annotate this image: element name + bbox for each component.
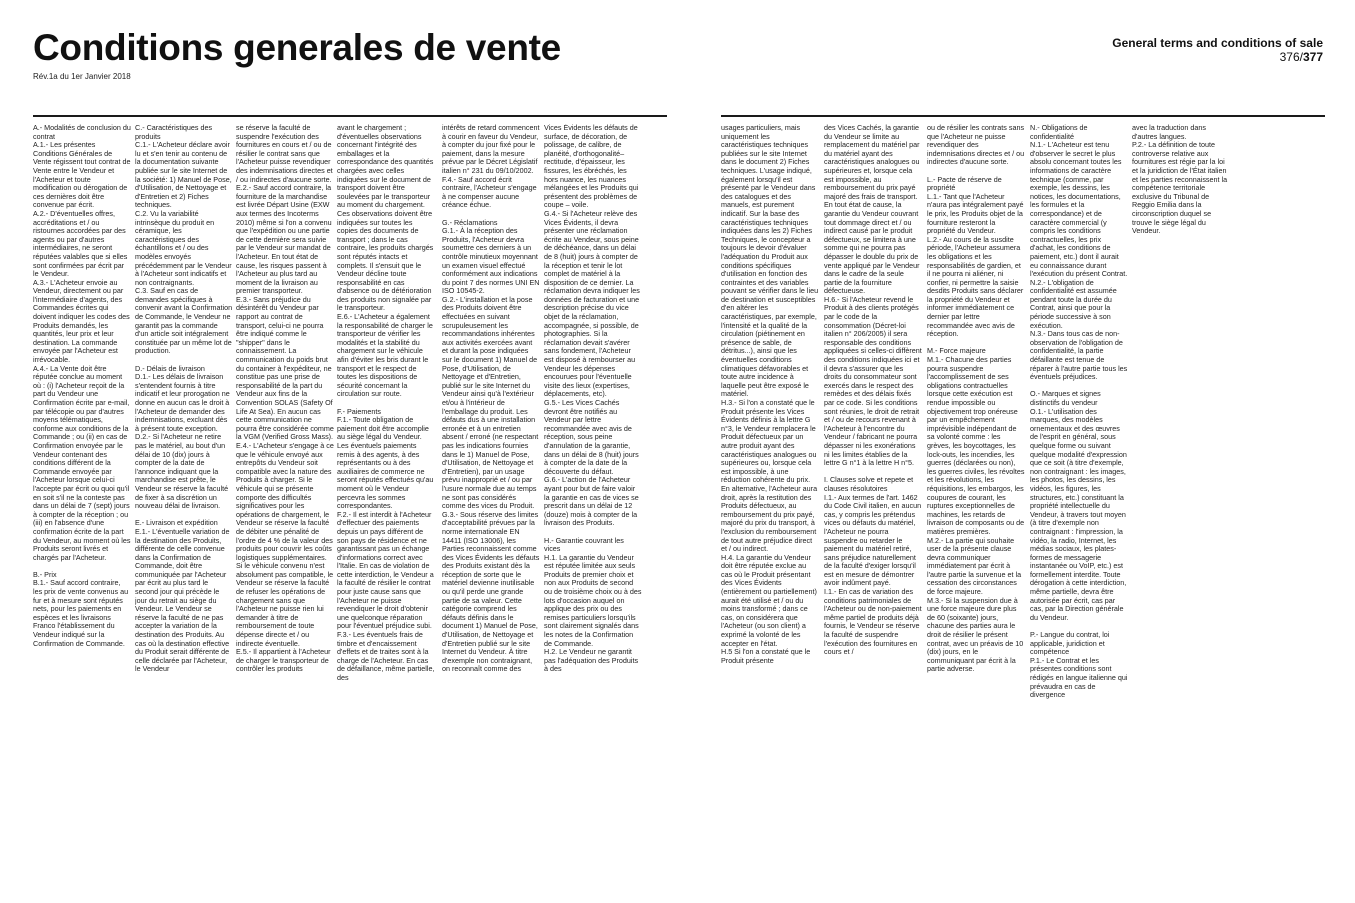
text-column-6: [544, 124, 642, 896]
column-1-text: A.- Modalités de conclusion du contrat A.1.- Les présentes Conditions Générales de Vente régissent tout contrat de Vente entre le Vendeur et l'Acheteur et toute modification ou dérogation de ces dernières doit être convenue par écrit. A.2.- D'éventuelles offres, accréditations et / ou ristournes accordées par des agents ou par d'autres intermédiaires, ne seront réputées valables que si elles sont confirmées par écrit par le Vendeur. A.3.- L'Acheteur envoie au Vendeur, directement ou par l'intermédiaire d'agents, des Commandes écrites qui doivent indiquer les codes des Produits demandés, les quantités, leur prix et leur destination. La commande envoyée par l'Acheteur est irrévocable. A.4.- La Vente doit être réputée conclue au moment où : (i) l'Acheteur reçoit de la part du Vendeur une Confirmation écrite par e-mail, par télécopie ou par d'autres moyens télématiques, conforme aux conditions de la Commande ; ou (ii) en cas de Confirmation envoyée par le Vendeur contenant des conditions différent de la Commande envoyée par l'Acheteur lorsque celui-ci l'accepte par écrit ou quoi qu'il en soit s'il ne la conteste pas dans un délai de 7 (sept) jours à compter de la réception ; ou (iii) en l'absence d'une confirmation écrite de la part du Vendeur, au moment où les Produits seront livrés et chargés par l'Acheteur. B.- Prix B.1.- Sauf accord contraire, les prix de vente convenus au fur et à mesure sont réputés nets, pour les paiements en espèces et les livraisons Franco l'établissement du Vendeur indiqué sur la Confirmation de Commande.: [33, 124, 131, 648]
left-page-rule: [33, 115, 667, 117]
text-column-10: [1030, 124, 1128, 896]
page-title: Conditions generales de vente: [33, 27, 561, 68]
column-11-text: avec la traduction dans d'autres langues. P.2.- La définition de toute controverse relative aux fournitures est régie par la loi et la juridiction de l'État italien et les parties reconnaissent la compétence territoriale exclusive du Tribunal de Reggio Emilia dans la circonscription duquel se trouve le siège légal du Vendeur.: [1132, 124, 1228, 236]
revision-label: Rév.1a du 1er Janvier 2018: [33, 72, 131, 81]
column-7-text: usages particuliers, mais uniquement les caractéristiques techniques publiées sur le site Internet dans le document 2) Fiches techniques. L'usage indiqué, également lorsqu'il est présenté par le Vendeur dans des catalogues et des manuels, est purement indicatif. Sur la base des caractéristiques techniques indiquées dans les 2) Fiches Techniques, le concepteur a toujours le devoir d'évaluer l'adéquation du Produit aux conditions spécifiques d'utilisation en fonction des contraintes et des variables pouvant se vérifier dans le lieu de destination et susceptibles d'en altérer les caractéristiques, par exemple, l'intensité et la qualité de la circulation (piétinement en présence de sable, de détritus...), ainsi que les éventuelles conditions climatiques défavorables et toute autre incidence à laquelle peut être exposé le matériel. H.3.- Si l'on a constaté que le Produit présente les Vices Évidents définis à la lettre G n°3, le Vendeur remplacera le Produit défectueux par un autre produit ayant des caractéristiques analogues ou supérieures ou, lorsque cela est impossible, à une réduction cohérente du prix. En alternative, l'Acheteur aura droit, après la restitution des Produits défectueux, au remboursement du prix payé, majoré du prix du transport, à l'exclusion du remboursement de tout autre préjudice direct et / ou indirect. H.4. La garantie du Vendeur doit être réputée exclue au cas où le Produit présentant des Vices Évidents (entièrement ou partiellement) aurait été utilisé et / ou du moins transformé ; dans ce cas, on considérera que l'Acheteur (ou son client) a exprimé la volonté de les accepter en l'état. H.5 Si l'on a constaté que le Produit présente: [721, 124, 819, 665]
column-8-text: des Vices Cachés, la garantie du Vendeur se limite au remplacement du matériel par du matériel ayant des caractéristiques analogues ou supérieures et, lorsque cela est impossible, au remboursement du prix payé majoré des frais de transport. En tout état de cause, la garantie du Vendeur couvrant tout dommage direct et / ou indirect causé par le produit défectueux, se limitera à une somme qui ne pourra pas dépasser le double du prix de vente appliqué par le Vendeur dans le cadre de la seule partie de la fourniture défectueuse. H.6.- Si l'Acheteur revend le Produit à des clients protégés par le code de la consommation (Décret-loi italien n° 206/2005) il sera responsable des conditions appliquées si celles-ci diffèrent des conditions indiquées ici et il devra s'assurer que les droits du consommateur sont exercés dans le respect des remèdes et des délais fixés par ce code. Si les conditions sont réunies, le droit de retrait et / ou de recours revenant à l'Acheteur à l'encontre du Vendeur / fabricant ne pourra dépasser ni les exonérations ni les limites établies de la lettre G n°1 à la lettre H n°5. I. Clauses solve et repete et clauses résolutoires I.1.- Aux termes de l'art. 1462 du Code Civil italien, en aucun cas, y compris les prétendus vices ou défauts du matériel, l'Acheteur ne pourra suspendre ou retarder le paiement du matériel retiré, sans préjudice naturellement de la faculté d'exiger lorsqu'il est en mesure de démontrer avoir indûment payé. I.1.- En cas de variation des conditions patrimoniales de l'Acheteur ou de non-paiement même partiel de produits déjà fournis, le Vendeur se réserve la faculté de suspendre l'exécution des fournitures en cours et /: [824, 124, 922, 657]
text-column-2: [135, 124, 233, 896]
page-number-total: 377: [1302, 50, 1323, 64]
page-number-current: 376/: [1279, 50, 1303, 64]
column-3-text: se réserve la faculté de suspendre l'exécution des fournitures en cours et / ou de résilier le contrat sans que l'Acheteur puisse revendiquer des indemnisations directes et / ou indirectes d'aucune sorte. E.2.- Sauf accord contraire, la fourniture de la marchandise est livrée Départ Usine (EXW aux termes des Incoterms 2010) même si l'on a convenu que l'expédition ou une partie de cette dernière sera suivie par le Vendeur sur mandat de l'Acheteur. En tout état de cause, les risques passent à l'Acheteur au plus tard au moment de la livraison au premier transporteur. E.3.- Sans préjudice du désintérêt du Vendeur par rapport au contrat de transport, celui-ci ne pourra être indiqué comme le "shipper" dans le connaissement. La communication du poids brut du container à l'expéditeur, ne constitue pas une prise de responsabilité de la part du Vendeur aux fins de la Convention SOLAS (Safety Of Life At Sea). En aucun cas cette communication ne pourra être considérée comme la VGM (Verified Gross Mass). E.4.- L'Acheteur s'engage à ce que le véhicule envoyé aux entrepôts du Vendeur soit compatible avec la nature des Produits à charger. Si le véhicule qui se présente comporte des difficultés significatives pour les opérations de chargement, le Vendeur se réserve la faculté de débiter une pénalité de l'ordre de 4 % de la valeur des produits pour couvrir les coûts logistiques supplémentaires. Si le véhicule convenu n'est absolument pas compatible, le Vendeur se réserve la faculté de refuser les opérations de chargement sans que l'Acheteur ne puisse rien lui demander à titre de remboursement de toute dépense directe et / ou indirecte éventuelle. E.5.- Il appartient à l'Acheteur de charger le transporteur de contrôler les produits: [236, 124, 334, 674]
text-column-3: [236, 124, 334, 896]
column-4-text: avant le chargement ; d'éventuelles observations concernant l'intégrité des emballages et la correspondance des quantités chargées avec celles indiquées sur le document de transport doivent être soulevées par le transporteur au moment du chargement. Ces observations doivent être indiquées sur toutes les copies des documents de transport ; dans le cas contraire, les produits chargés sont réputés intacts et complets. Il s'ensuit que le Vendeur décline toute responsabilité en cas d'absence ou de détérioration des produits non signalée par le transporteur. E.6.- L'Acheteur a également la responsabilité de charger le transporteur de vérifier les modalités et la stabilité du chargement sur le véhicule afin d'éviter les bris durant le transport et le respect de toutes les dispositions de sécurité concernant la circulation sur route. F.- Paiements F.1.- Toute obligation de paiement doit être accomplie au siège légal du Vendeur. Les éventuels paiements remis à des agents, à des représentants ou à des auxiliaires de commerce ne seront réputés effectués qu'au moment où le Vendeur percevra les sommes correspondantes. F.2.- Il est interdit à l'Acheteur d'effectuer des paiements depuis un pays différent de son pays de résidence et ne garantissant pas un échange d'informations correct avec l'Italie. En cas de violation de cette interdiction, le Vendeur a la faculté de résilier le contrat pour juste cause sans que l'Acheteur ne puisse revendiquer le droit d'obtenir une quelconque réparation pour l'éventuel préjudice subi. F.3.- Les éventuels frais de timbre et d'encaissement d'effets et de traites sont à la charge de l'Acheteur. En cas de défaillance, même partielle, des: [337, 124, 435, 682]
text-column-4: [337, 124, 435, 896]
column-2-text: C.- Caractéristiques des produits C.1.- L'Acheteur déclare avoir lu et s'en tenir au contenu de la documentation suivante publiée sur le site Internet de la société: 1) Manuel de Pose, d'Utilisation, de Nettoyage et d'Entretien et 2) Fiches techniques. C.2. Vu la variabilité intrinsèque du produit en céramique, les caractéristiques des échantillons et / ou des modèles envoyés précédemment par le Vendeur à l'Acheteur sont indicatifs et non contraignants. C.3. Sauf en cas de demandes spécifiques à convenir avant la Confirmation de Commande, le Vendeur ne garantit pas la commande d'un article soit intégralement constituée par un même lot de production. D.- Délais de livraison D.1.- Les délais de livraison s'entendent fournis à titre indicatif et leur prorogation ne donne en aucun cas le droit à l'Acheteur de demander des indemnisations, excluant dès à présent toute exception. D.2.- Si l'Acheteur ne retire pas le matériel, au bout d'un délai de 10 (dix) jours à compter de la date de l'annonce indiquant que la marchandise est prête, le Vendeur se réserve la faculté de fixer à sa discrétion un nouveau délai de livraison. E.- Livraison et expédition E.1.- L'éventuelle variation de la destination des Produits, différente de celle convenue dans la Confirmation de Commande, doit être communiquée par l'Acheteur par écrit au plus tard le second jour qui précède le jour du retrait au siège du Vendeur. Le Vendeur se réserve la faculté de ne pas accepter la variation de la destination des Produits. Au cas où la destination effective du Produit serait différente de celle déclarée par l'Acheteur, le Vendeur: [135, 124, 233, 674]
text-column-7: [721, 124, 819, 896]
text-column-8: [824, 124, 922, 896]
text-column-11: [1132, 124, 1230, 896]
text-column-1: [33, 124, 131, 896]
page-number: [1280, 50, 1323, 64]
column-5-text: intérêts de retard commencent à courir en faveur du Vendeur, à compter du jour fixé pour le paiement, dans la mesure prévue par le Décret Législatif italien n° 231 du 09/10/2002. F.4.- Sauf accord écrit contraire, l'Acheteur s'engage à ne compenser aucune créance échue. G.- Réclamations G.1.- À la réception des Produits, l'Acheteur devra soumettre ces derniers à un contrôle minutieux moyennant un examen visuel effectué conformément aux indications du point 7 des normes UNI EN ISO 10545-2. G.2.- L'installation et la pose des Produits doivent être effectuées en suivant scrupuleusement les recommandations inhérentes aux activités exercées avant et durant la pose indiquées sur le document 1) Manuel de Pose, d'Utilisation, de Nettoyage et d'Entretien, publié sur le site Internet du Vendeur ainsi qu'à l'extérieur et/ou à l'intérieur de l'emballage du produit. Les défauts dus à une installation erronée et à un entretien absent / erroné (ne respectant pas les indications fournies dans le 1) Manuel de Pose, d'Utilisation, de Nettoyage et d'Entretien), par un usage prévu inapproprié et / ou par l'usure normale due au temps ne sont pas considérés comme des vices du Produit. G.3.- Sous réserve des limites d'acceptabilité prévues par la norme internationale EN 14411 (ISO 13006), les Parties reconnaissent comme des Vices Évidents les défauts des Produits existant dès la réception de sorte que le matériel devienne inutilisable ou qu'il perde une grande partie de sa valeur. Cette catégorie comprend les défauts définis dans le document 1) Manuel de Pose, d'Utilisation, de Nettoyage et d'Entretien publié sur le site Internet du Vendeur. À titre d'exemple non contraignant, on reconnaît comme des: [442, 124, 540, 674]
right-page-rule: [721, 115, 1325, 117]
text-column-5: [442, 124, 540, 896]
column-10-text: N.- Obligations de confidentialité N.1.- L'Acheteur est tenu d'observer le secret le plus absolu concernant toutes les informations de caractère technique (comme, par exemple, les dessins, les notices, les documentations, les formules et la correspondance) et de caractère commercial (y compris les conditions contractuelles, les prix d'achat, les conditions de paiement, etc.) dont il aurait eu connaissance durant l'exécution du présent Contrat. N.2.- L'obligation de confidentialité est assumée pendant toute la durée du Contrat, ainsi que pour la période successive à son exécution. N.3.- Dans tous cas de non-observation de l'obligation de confidentialité, la partie défaillante est tenue de réparer à l'autre partie tous les éventuels préjudices. O.- Marques et signes distinctifs du vendeur O.1.- L'utilisation des marques, des modèles ornementaux et des œuvres de l'esprit en général, sous quelque forme ou suivant quelque modalité d'expression que ce soit (à titre d'exemple, non contraignant : les images, les photos, les dessins, les vidéos, les figures, les structures, etc.) constituant la propriété intellectuelle du Vendeur, à travers tout moyen (à titre d'exemple non contraignant : l'impression, la vidéo, la radio, Internet, les médias sociaux, les plates-formes de messagerie instantanée ou VoIP, etc.) est formellement interdite. Toute dérogation à cette interdiction, même partielle, devra être autorisée par écrit, cas par cas, par la Direction générale du Vendeur. P.- Langue du contrat, loi applicable, juridiction et compétence P.1.- Le Contrat et les présentes conditions sont rédigés en langue italienne qui prévaudra en cas de divergence: [1030, 124, 1128, 700]
english-title: General terms and conditions of sale: [1112, 36, 1323, 50]
text-column-9: [927, 124, 1025, 896]
column-9-text: ou de résilier les contrats sans que l'Acheteur ne puisse revendiquer des indemnisations directes et / ou indirectes d'aucune sorte. L.- Pacte de réserve de propriété L.1.- Tant que l'Acheteur n'aura pas intégralement payé le prix, les Produits objet de la fourniture resteront la propriété du Vendeur. L.2.- Au cours de la susdite période, l'Acheteur assumera les obligations et les responsabilités de gardien, et il ne pourra ni aliéner, ni confier, ni permettre la saisie desdits Produits sans déclarer la propriété du Vendeur et informer immédiatement ce dernier par lettre recommandée avec avis de réception. M.- Force majeure M.1.- Chacune des parties pourra suspendre l'accomplissement de ses obligations contractuelles lorsque cette exécution est rendue impossible ou objectivement trop onéreuse par un empêchement imprévisible indépendant de sa volonté comme : les grèves, les boycottages, les lock-outs, les incendies, les guerres (déclarées ou non), les guerres civiles, les révoltes et les révolutions, les réquisitions, les embargos, les coupures de courant, les ruptures exceptionnelles de machines, les retards de livraison de composants ou de matières premières. M.2.- La partie qui souhaite user de la présente clause devra communiquer immédiatement par écrit à l'autre partie la survenue et la cessation des circonstances de force majeure. M.3.- Si la suspension due à une force majeure dure plus de 60 (soixante) jours, chacune des parties aura le droit de résilier le présent contrat, avec un préavis de 10 (dix) jours, en le communiquant par écrit à la partie adverse.: [927, 124, 1025, 674]
column-6-text: Vices Évidents les défauts de surface, de décoration, de polissage, de calibre, de planéité, d'orthogonalité–rectitude, d'épaisseur, les fissures, les ébréchés, les hors nuance, les nuances mélangées et les Produits qui présentent des problèmes de coupe – voile. G.4.- Si l'Acheteur relève des Vices Évidents, il devra présenter une réclamation écrite au Vendeur, sous peine de déchéance, dans un délai de 8 (huit) jours à compter de la réception et tenir le lot complet de matériel à la disposition de ce dernier. La réclamation devra indiquer les données de facturation et une description précise du vice objet de la réclamation, accompagnée, si possible, de photographies. Si la réclamation devait s'avérer sans fondement, l'Acheteur est disposé à rembourser au Vendeur les dépenses encourues pour l'éventuelle visite des lieux (expertises, déplacements, etc). G.5.- Les Vices Cachés devront être notifiés au Vendeur par lettre recommandée avec avis de réception, sous peine d'annulation de la garantie, dans un délai de 8 (huit) jours à compter de la date de la découverte du défaut. G.6.- L'action de l'Acheteur ayant pour but de faire valoir la garantie en cas de vices se prescrit dans un délai de 12 (douze) mois à compter de la livraison des Produits. H.- Garantie couvrant les vices H.1. La garantie du Vendeur est réputée limitée aux seuls Produits de premier choix et non aux Produits de second ou de troisième choix ou à des lots d'occasion auquel on applique des prix ou des remises particuliers lorsqu'ils sont clairement signalés dans les notes de la Confirmation de Commande. H.2. Le Vendeur ne garantit pas l'adéquation des Produits à des: [544, 124, 642, 674]
